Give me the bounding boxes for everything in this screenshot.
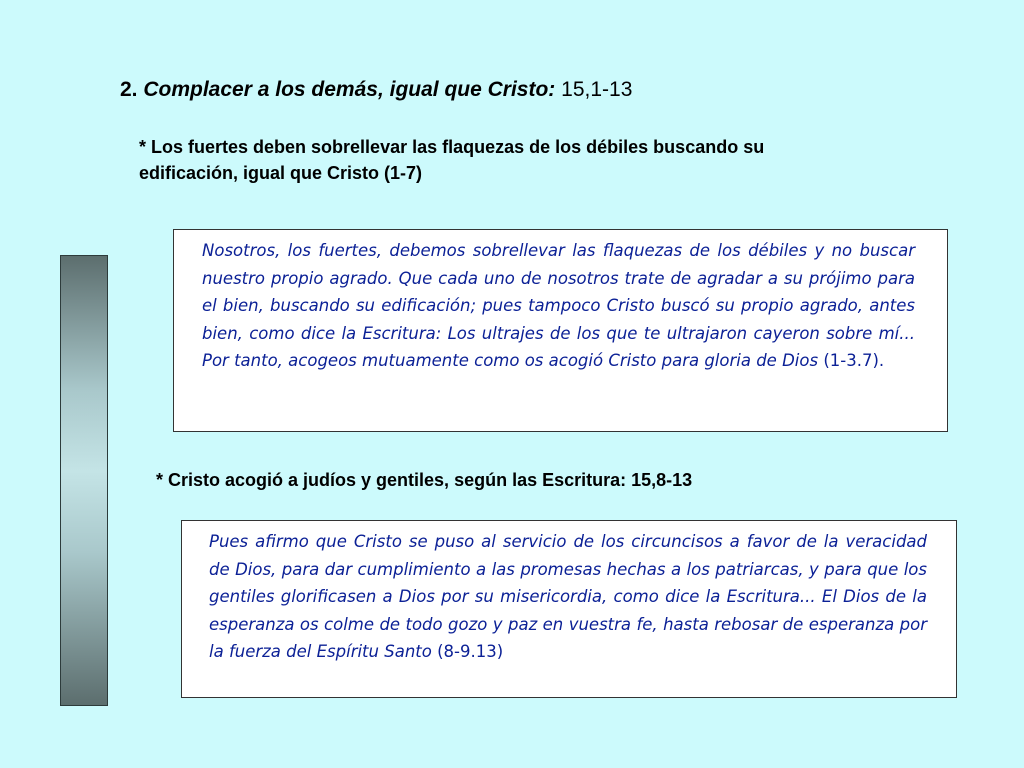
section-number: 2. (120, 78, 138, 101)
section-heading (120, 78, 632, 102)
decorative-side-bar (60, 255, 108, 706)
scripture-quote-reference: (8-9.13) (437, 642, 504, 661)
scripture-quote-reference: (1-3.7). (823, 351, 885, 370)
scripture-quote-box-1 (173, 229, 948, 432)
scripture-quote-text: Nosotros, los fuertes, debemos sobrellevar las flaquezas de los débiles y no buscar nuestro propio agrado. Que cada uno de nosotros trate de agradar a su prójimo para el bien, buscando su edificación; pues tampoco Cristo buscó su propio agrado, antes bien, como dice la Escritura: Los ultrajes de los que te ultrajaron cayeron sobre mí... Por tanto, acogeos mutuamente como os acogió Cristo para gloria de Dios (202, 241, 915, 370)
scripture-quote-text: Pues afirmo que Cristo se puso al servicio de los circuncisos a favor de la veracidad de Dios, para dar cumplimiento a las promesas hechas a los patriarcas, y para que los gentiles glorificasen a Dios por su misericordia, como dice la Escritura... El Dios de la esperanza os colme de todo gozo y paz en vuestra fe, hasta rebosar de esperanza por la fuerza del Espíritu Santo (209, 532, 927, 661)
section-reference: 15,1-13 (561, 78, 633, 101)
scripture-quote-box-2 (181, 520, 957, 698)
point-strong-bear-weak: * Los fuertes deben sobrellevar las flaquezas de los débiles buscando su edificación, igual que Cristo (1-7) (139, 137, 765, 183)
section-title: Complacer a los demás, igual que Cristo: (143, 78, 556, 101)
point-christ-welcomed: * Cristo acogió a judíos y gentiles, según las Escritura: 15,8-13 (156, 470, 693, 490)
